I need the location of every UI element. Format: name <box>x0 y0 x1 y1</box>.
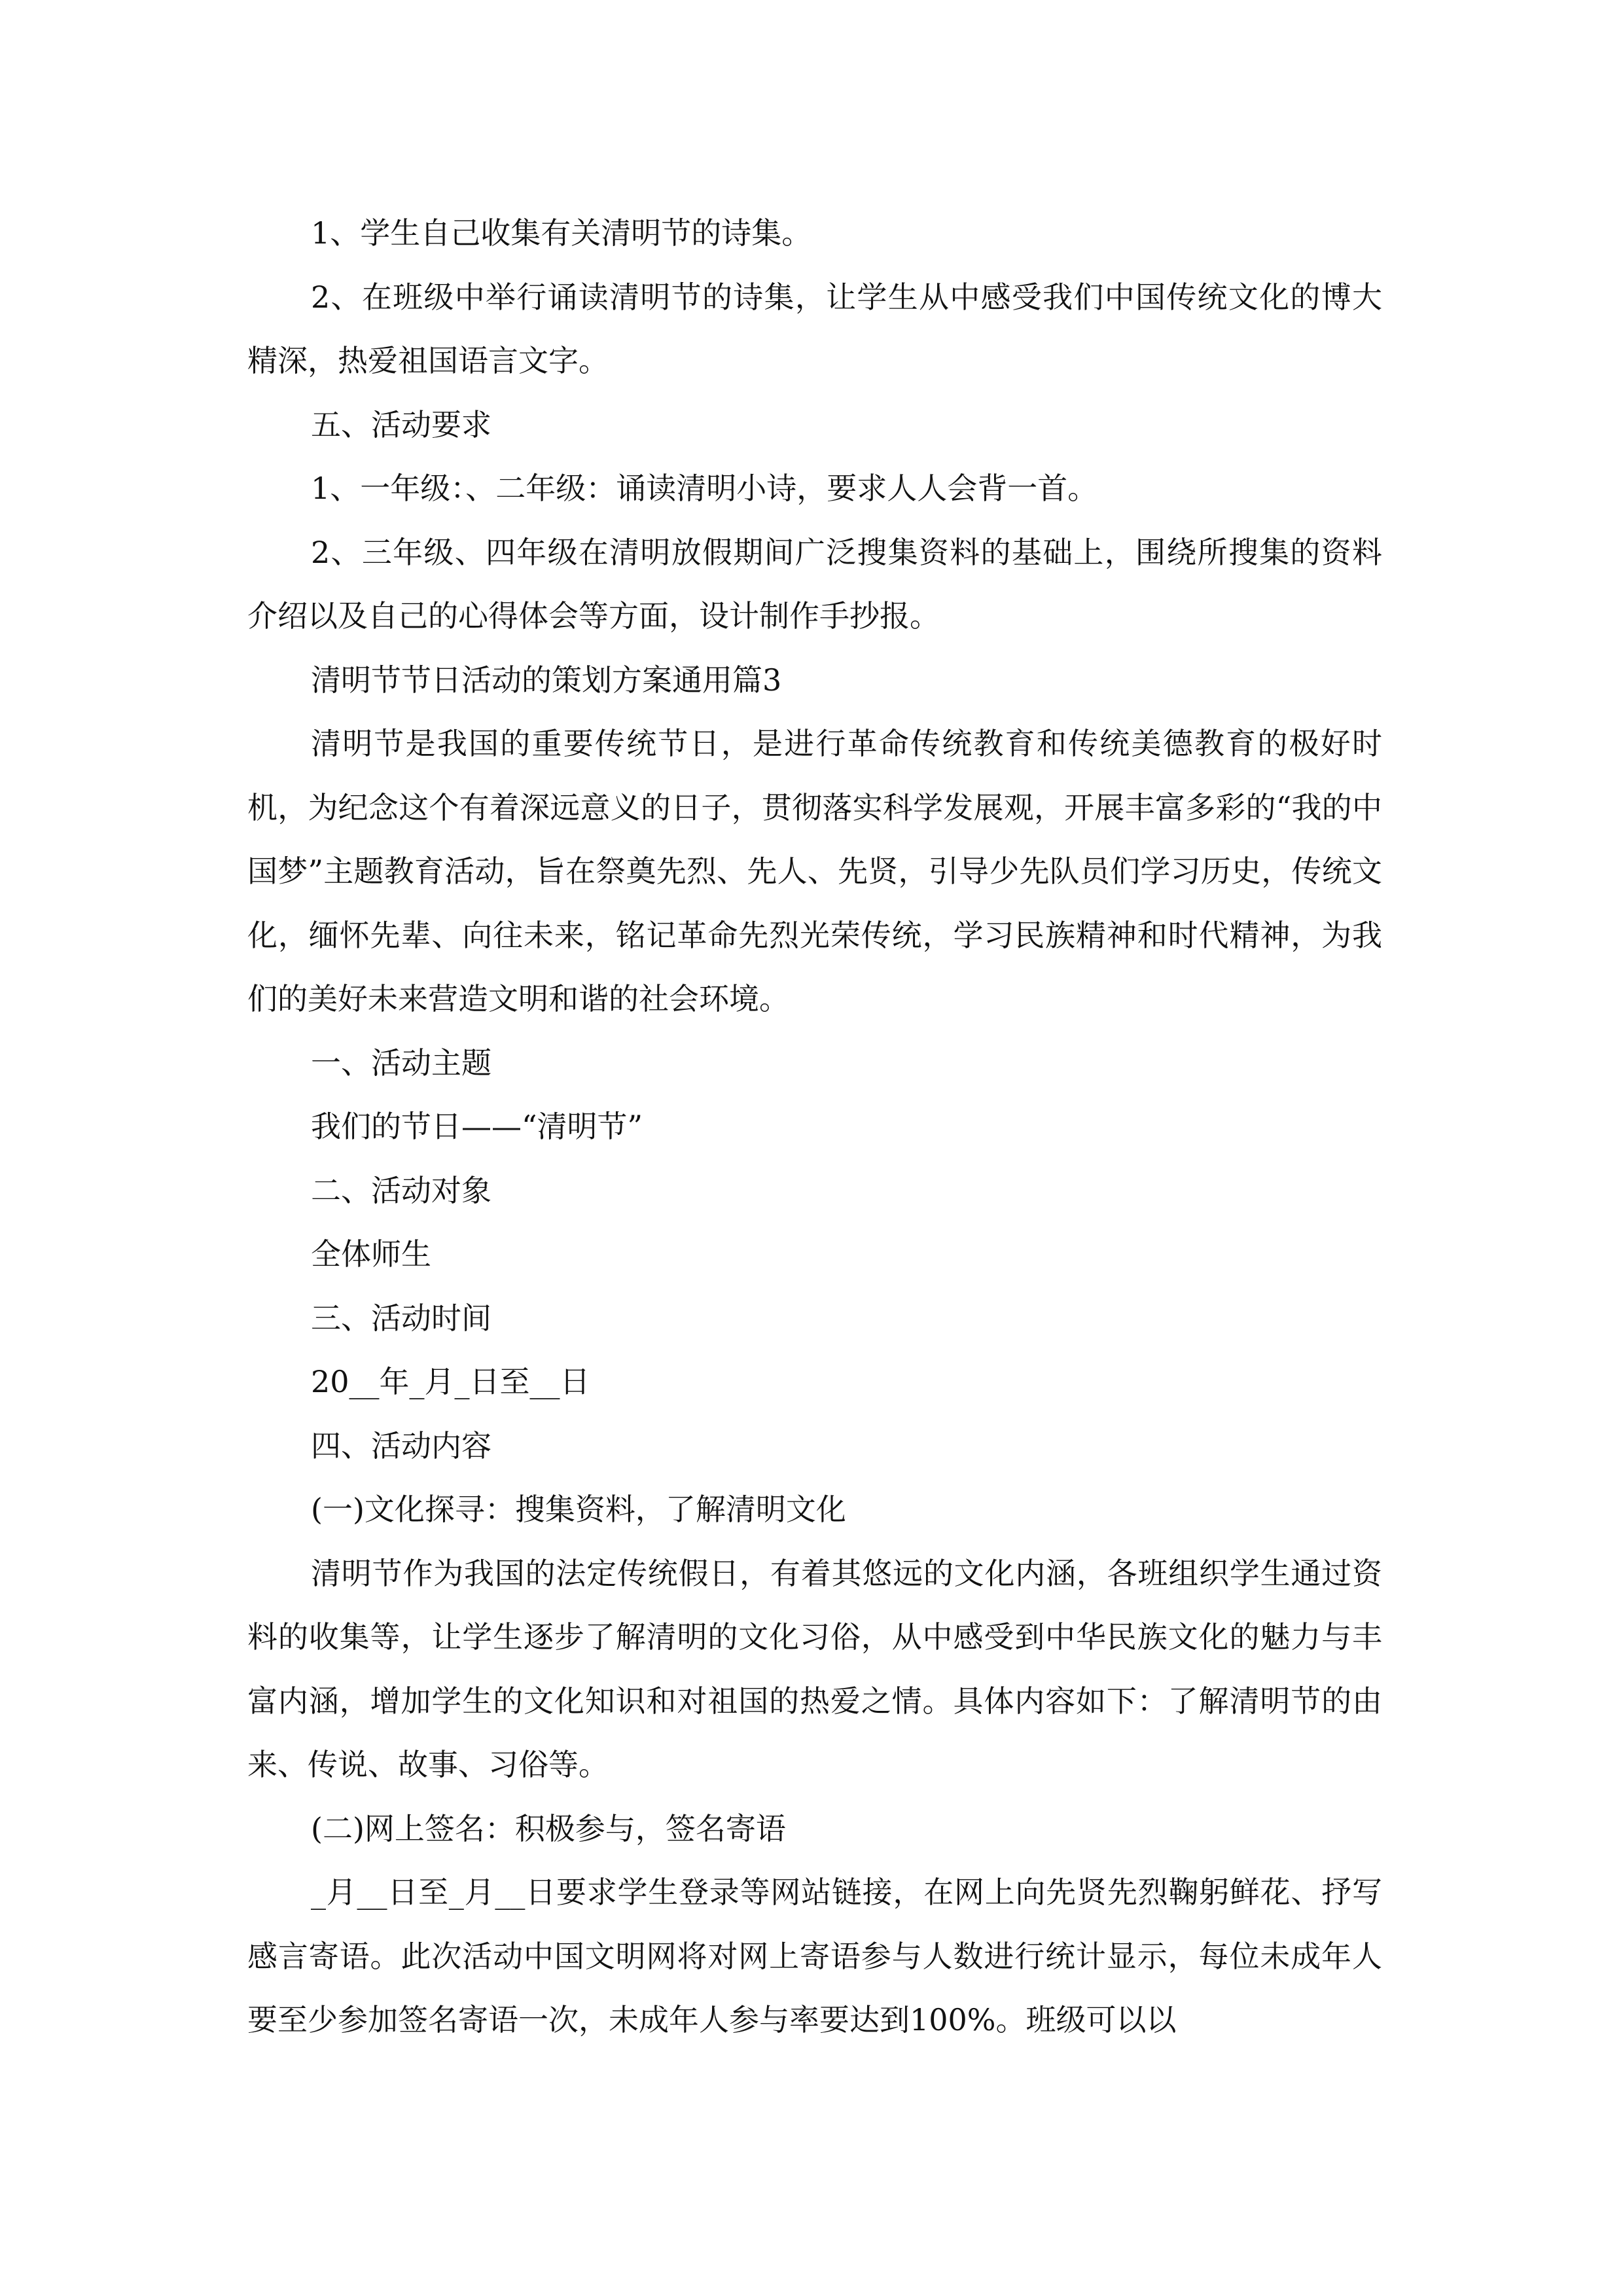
heading-activity-requirements: 五、活动要求 <box>311 406 491 442</box>
section-title: 清明节节日活动的策划方案通用篇3 <box>311 662 782 698</box>
paragraph-target: 全体师生 <box>311 1236 431 1272</box>
paragraph-time: 20__年_月_日至__日 <box>311 1364 590 1399</box>
paragraph-grade-three-four: 2、三年级、四年级在清明放假期间广泛搜集资料的基础上，围绕所搜集的资料介绍以及自己的心得体会等方面，设计制作手抄报。 <box>247 534 1382 634</box>
paragraph-culture-explore: 清明节作为我国的法定传统假日，有着其悠远的文化内涵，各班组织学生通过资料的收集等，让学生逐步了解清明的文化习俗，从中感受到中华民族文化的魅力与丰富内涵，增加学生的文化知识和对祖国的热爱之情。具体内容如下：了解清明节的由来、传说、故事、习俗等。 <box>247 1555 1382 1782</box>
heading-activity-time: 三、活动时间 <box>311 1300 491 1336</box>
paragraph-poetry-collect: 1、学生自己收集有关清明节的诗集。 <box>311 215 812 251</box>
subheading-online-signature: (二)网上签名：积极参与，签名寄语 <box>311 1810 786 1846</box>
subheading-culture-explore: (一)文化探寻：搜集资料，了解清明文化 <box>311 1492 846 1527</box>
paragraph-intro: 清明节是我国的重要传统节日，是进行革命传统教育和传统美德教育的极好时机，为纪念这个有着深远意义的日子，贯彻落实科学发展观，开展丰富多彩的“我的中国梦”主题教育活动，旨在祭奠先烈、先人、先贤，引导少先队员们学习历史，传统文化，缅怀先辈、向往未来，铭记革命先烈光荣传统，学习民族精神和时代精神，为我们的美好未来营造文明和谐的社会环境。 <box>247 726 1382 1016</box>
paragraph-grade-one-two: 1、一年级：、二年级：诵读清明小诗，要求人人会背一首。 <box>311 471 1098 506</box>
heading-activity-content: 四、活动内容 <box>311 1427 491 1463</box>
paragraph-theme: 我们的节日——“清明节” <box>311 1109 643 1144</box>
paragraph-poetry-recite: 2、在班级中举行诵读清明节的诗集，让学生从中感受我们中国传统文化的博大精深，热爱祖国语言文字。 <box>247 279 1382 378</box>
heading-activity-target: 二、活动对象 <box>311 1172 491 1208</box>
document-body <box>247 202 1382 2053</box>
paragraph-online-signature: _月__日至_月__日要求学生登录等网站链接，在网上向先贤先烈鞠躬鲜花、抒写感言寄语。此次活动中国文明网将对网上寄语参与人数进行统计显示，每位未成年人要至少参加签名寄语一次，未成年人参与率要达到100%。班级可以以 <box>247 1874 1382 2037</box>
heading-activity-theme: 一、活动主题 <box>311 1045 491 1081</box>
